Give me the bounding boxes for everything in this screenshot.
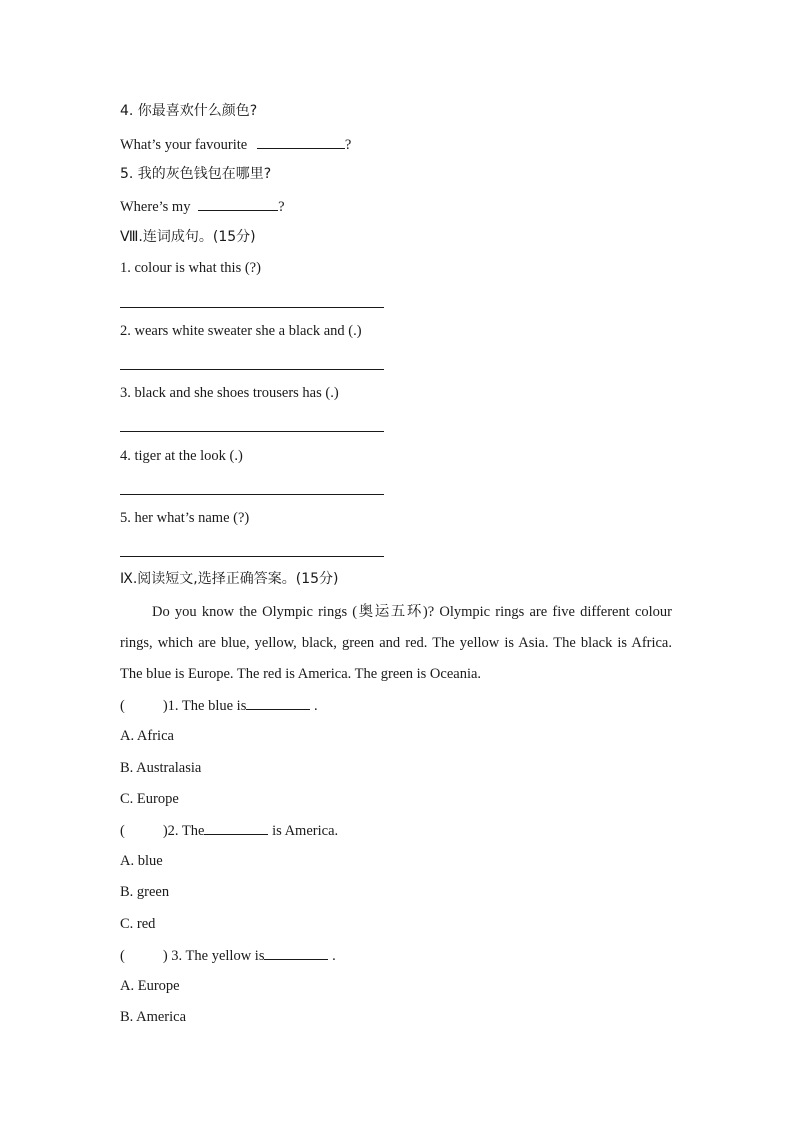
answer-blank[interactable] bbox=[246, 695, 310, 710]
answer-line-3[interactable] bbox=[120, 431, 384, 432]
option-1c[interactable]: C. Europe bbox=[120, 791, 179, 807]
option-1b[interactable]: B. Australasia bbox=[120, 760, 202, 776]
question-5-english bbox=[120, 196, 285, 217]
question-3-end: . bbox=[332, 948, 336, 964]
option-1a[interactable]: A. Africa bbox=[120, 728, 174, 744]
sentence-item-3: 3. black and she shoes trousers has (.) bbox=[120, 385, 339, 401]
question-4-chinese: 4. 你最喜欢什么颜色? bbox=[120, 103, 258, 119]
answer-blank[interactable] bbox=[204, 820, 268, 835]
question-4-text: What’s your favourite bbox=[120, 137, 248, 153]
answer-line-5[interactable] bbox=[120, 556, 384, 557]
sentence-item-2: 2. wears white sweater she a black and (.) bbox=[120, 323, 362, 339]
answer-blank[interactable] bbox=[198, 196, 278, 211]
answer-paren-open: ( bbox=[120, 948, 125, 964]
passage-text: Do you know the Olympic rings (奥运五环)? Olympic rings are five different colour rings, which are blue, yellow, black, green and red. The yellow is Asia. The black is Africa. The blue is Europe. The red is America. The green is Oceania. bbox=[120, 604, 672, 682]
question-1-end: . bbox=[313, 698, 318, 714]
question-5-chinese: 5. 我的灰色钱包在哪里? bbox=[120, 166, 272, 182]
reading-passage bbox=[120, 597, 672, 690]
question-1-stem: )1. The blue is bbox=[162, 698, 247, 714]
question-mark: ? bbox=[344, 137, 352, 153]
option-3a[interactable]: A. Europe bbox=[120, 978, 180, 994]
option-2b[interactable]: B. green bbox=[120, 884, 170, 900]
answer-line-1[interactable] bbox=[120, 307, 384, 308]
sentence-item-1: 1. colour is what this (?) bbox=[120, 260, 261, 276]
mc-question-2 bbox=[120, 820, 338, 841]
option-2a[interactable]: A. blue bbox=[120, 853, 163, 869]
answer-blank[interactable] bbox=[264, 945, 328, 960]
mc-question-1 bbox=[120, 695, 318, 716]
option-3b[interactable]: B. America bbox=[120, 1009, 187, 1025]
answer-paren-open: ( bbox=[120, 823, 125, 839]
mc-question-3 bbox=[120, 945, 336, 966]
sentence-item-4: 4. tiger at the look (.) bbox=[120, 448, 243, 464]
question-4-english bbox=[120, 134, 351, 155]
question-2-stem: )2. The bbox=[162, 823, 205, 839]
option-2c[interactable]: C. red bbox=[120, 916, 156, 932]
section-8-heading: Ⅷ.连词成句。(15分) bbox=[120, 229, 256, 245]
answer-line-2[interactable] bbox=[120, 369, 384, 370]
question-mark: ? bbox=[278, 199, 285, 215]
question-3-stem: ) 3. The yellow is bbox=[162, 948, 265, 964]
section-9-heading: Ⅸ.阅读短文,选择正确答案。(15分) bbox=[120, 571, 339, 587]
question-2-end: is America. bbox=[272, 823, 339, 839]
answer-blank[interactable] bbox=[257, 134, 345, 149]
answer-paren-open: ( bbox=[120, 698, 125, 714]
answer-line-4[interactable] bbox=[120, 494, 384, 495]
question-5-text: Where’s my bbox=[120, 199, 191, 215]
sentence-item-5: 5. her what’s name (?) bbox=[120, 510, 250, 526]
